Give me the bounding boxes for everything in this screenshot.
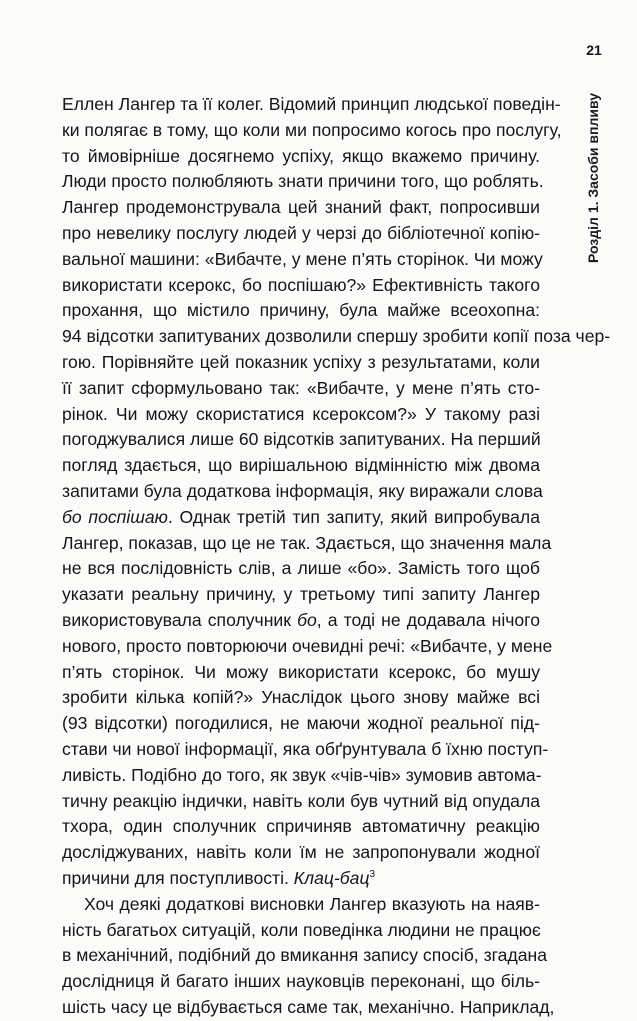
text-line: 94 відсотки запитуваних дозволили спершу зробити копії поза чер- (62, 326, 611, 347)
text-line: то ймовірніше досягнемо успіху, якщо вкажемо причину. (62, 145, 540, 166)
text-line: ливість. Подібно до того, як звук «чів-чів» зумовив автома- (62, 764, 542, 785)
text-line: її запит сформульовано так: «Вибачте, у мене п’ять сто- (62, 377, 540, 398)
section-title: Розділ 1. Засоби впливу (585, 92, 602, 264)
text-line: Лангер продемонструвала цей знаний факт, попросивши (62, 197, 540, 218)
text-line: прохання, що містило причину, була майже всеохопна: (62, 300, 540, 321)
text-line: не вся послідовність слів, а лише «бо». Замість того щоб (62, 558, 540, 579)
text-line: вальної машини: «Вибачте, у мене п’ять сторінок. Чи можу (62, 248, 543, 269)
text-line: рінок. Чи можу скористатися ксероксом?» У такому разі (62, 403, 540, 424)
text-line: погоджувалися лише 60 відсотків запитуваних. На перший (62, 429, 541, 450)
text-line: про невелику послугу людей у черзі до бібліотечної копію- (62, 222, 540, 243)
text-line: дослідниця й багато інших науковців переконані, що біль- (62, 971, 540, 992)
text-line: стави чи нової інформації, яка обґрунтувала б їхню поступ- (62, 738, 549, 759)
text-line: Люди просто полюбляють знати причини того, що роблять. (62, 171, 544, 192)
paragraph-2 (62, 892, 555, 1021)
footnote-marker: 3 (369, 869, 376, 881)
text-line: тхора, один сполучник спричиняв автоматичну реакцію (62, 816, 540, 837)
text-line: п’ять сторінок. Чи можу використати ксерокс, бо мушу (62, 661, 540, 682)
text-line: погляд здається, що вирішальною відмінністю між двома (62, 455, 540, 476)
text-line: зробити кілька копій?» Унаслідок цього знову майже всі (62, 687, 540, 708)
text-line: використовувала сполучник бо, а тоді не додавала нічого (62, 609, 540, 630)
text-line: указати реальну причину, у третьому типі запиту Лангер (62, 584, 540, 605)
text-line: шість часу це відбувається саме так, механічно. Наприклад, (62, 996, 555, 1017)
text-line: ки полягає в тому, що коли ми попросимо когось про послугу, (62, 119, 562, 140)
text-line: бо поспішаю. Однак третій тип запиту, який випробувала (62, 506, 540, 527)
text-line: тичну реакцію індички, навіть коли був чутний від опудала (62, 790, 540, 811)
page-number: 21 (586, 42, 602, 58)
text-line: використати ксерокс, бо поспішаю?» Ефективність такого (62, 274, 540, 295)
text-line: в механічний, подібний до вмикання запису спосіб, згадана (62, 945, 548, 966)
text-line-last (62, 866, 540, 892)
text-line: (93 відсотки) погодилися, не маючи жодної реальної під- (62, 713, 540, 734)
text-line: гою. Порівняйте цей показник успіху з результатами, коли (62, 351, 540, 372)
text-line: запитами була додаткова інформація, яку виражали слова (62, 480, 543, 501)
running-head (586, 78, 601, 278)
text-line: нового, просто повторюючи очевидні речі: «Вибачте, у мене (62, 635, 553, 656)
text-line: ність багатьох ситуацій, коли поведінка людини не працює (62, 919, 541, 940)
text-line: Хоч деякі додаткові висновки Лангер вказують на наяв- (84, 893, 540, 914)
text-line: Лангер, показав, що це не так. Здається, що значення мала (62, 532, 552, 553)
text-line: Еллен Лангер та її колег. Відомий принцип людської поведін- (62, 94, 561, 114)
text-line: досліджуваних, навіть коли їм не запропонували жодної (62, 842, 540, 863)
text-line-content: причини для поступливості. Клац-бац (62, 867, 370, 888)
